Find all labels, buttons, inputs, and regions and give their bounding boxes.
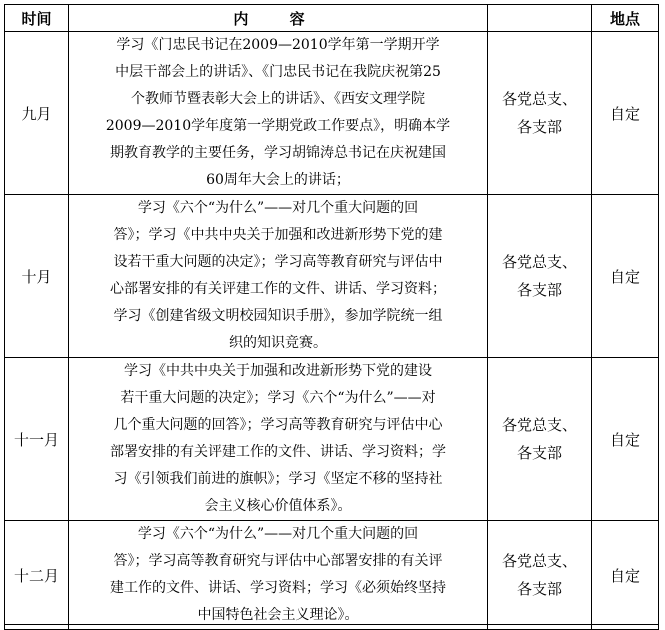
unit-cell xyxy=(488,195,592,358)
content-line: 学习《创建省级文明校园知识手册》，参加学院统一组 xyxy=(113,308,443,324)
content-line: 学习《六个“为什么”——对几个重大问题的回 xyxy=(137,200,419,216)
content-line: 习《引领我们前进的旗帜》；学习《坚定不移的坚持社 xyxy=(113,471,443,487)
content-line: 建工作的文件、讲话、学习资料；学习《必须始终坚持 xyxy=(110,580,446,596)
content-line: 学习《门忠民书记在2009—2010学年第一学期开学 xyxy=(116,37,440,53)
unit-line: 各支部 xyxy=(516,281,562,299)
content-line: 60周年大会上的讲话； xyxy=(206,172,350,188)
content-line: 织的知识竞赛。 xyxy=(229,335,327,351)
content-line: 中国特色社会主义理论》。 xyxy=(197,607,359,623)
unit-line: 各支部 xyxy=(516,118,562,136)
unit-line: 各党总支、 xyxy=(501,253,577,271)
unit-cell xyxy=(488,32,592,195)
content-cell xyxy=(69,521,488,630)
content-line: 2009—2010学年度第一学期党政工作要点》，明确本学 xyxy=(105,118,451,134)
unit-line: 各党总支、 xyxy=(501,90,577,108)
unit-cell xyxy=(488,521,592,630)
content-line: 答》；学习《中共中央关于加强和改进新形势下党的建 xyxy=(113,227,443,243)
month-cell: 九月 xyxy=(5,32,69,195)
content-line: 会主义核心价值体系》。 xyxy=(204,498,352,514)
content-line: 几个重大问题的回答》；学习高等教育研究与评估中心 xyxy=(113,417,443,433)
place-cell: 自定 xyxy=(592,521,659,630)
table-row xyxy=(5,521,659,630)
content-line: 心部署安排的有关评建工作的文件、讲话、学习资料； xyxy=(110,281,446,297)
month-cell: 十二月 xyxy=(5,521,69,630)
table-row xyxy=(5,195,659,358)
month-cell: 十月 xyxy=(5,195,69,358)
content-cell xyxy=(69,32,488,195)
month-cell: 十一月 xyxy=(5,358,69,521)
unit-cell xyxy=(488,358,592,521)
place-cell: 自定 xyxy=(592,32,659,195)
unit-line: 各党总支、 xyxy=(501,552,577,570)
content-cell xyxy=(69,195,488,358)
header-place: 地点 xyxy=(592,5,659,32)
content-line: 部署安排的有关评建工作的文件、讲话、学习资料；学 xyxy=(110,444,446,460)
content-line: 答》；学习高等教育研究与评估中心部署安排的有关评 xyxy=(113,553,443,569)
place-cell: 自定 xyxy=(592,358,659,521)
header-time: 时间 xyxy=(5,5,69,32)
content-line: 若干重大问题的决定》；学习《六个“为什么”——对 xyxy=(120,390,436,406)
content-line: 学习《六个“为什么”——对几个重大问题的回 xyxy=(137,526,419,542)
unit-line: 各支部 xyxy=(516,444,562,462)
header-unit xyxy=(488,5,592,32)
content-line: 个教师节暨表彰大会上的讲话》、《西安文理学院 xyxy=(131,91,425,107)
place-cell: 自定 xyxy=(592,195,659,358)
content-line: 设若干重大问题的决定》；学习高等教育研究与评估中 xyxy=(113,254,443,270)
header-row xyxy=(5,5,659,32)
schedule-table xyxy=(4,4,659,630)
table-row xyxy=(5,32,659,195)
content-cell xyxy=(69,358,488,521)
table-row xyxy=(5,358,659,521)
content-line: 学习《中共中央关于加强和改进新形势下党的建设 xyxy=(124,363,432,379)
unit-line: 各党总支、 xyxy=(501,416,577,434)
content-line: 中层干部会上的讲话》、《门忠民书记在我院庆祝第25 xyxy=(115,64,441,80)
header-content: 内 容 xyxy=(69,5,488,32)
content-line: 期教育教学的主要任务，学习胡锦涛总书记在庆祝建国 xyxy=(110,145,446,161)
unit-line: 各支部 xyxy=(516,580,562,598)
bottom-border xyxy=(4,624,658,625)
